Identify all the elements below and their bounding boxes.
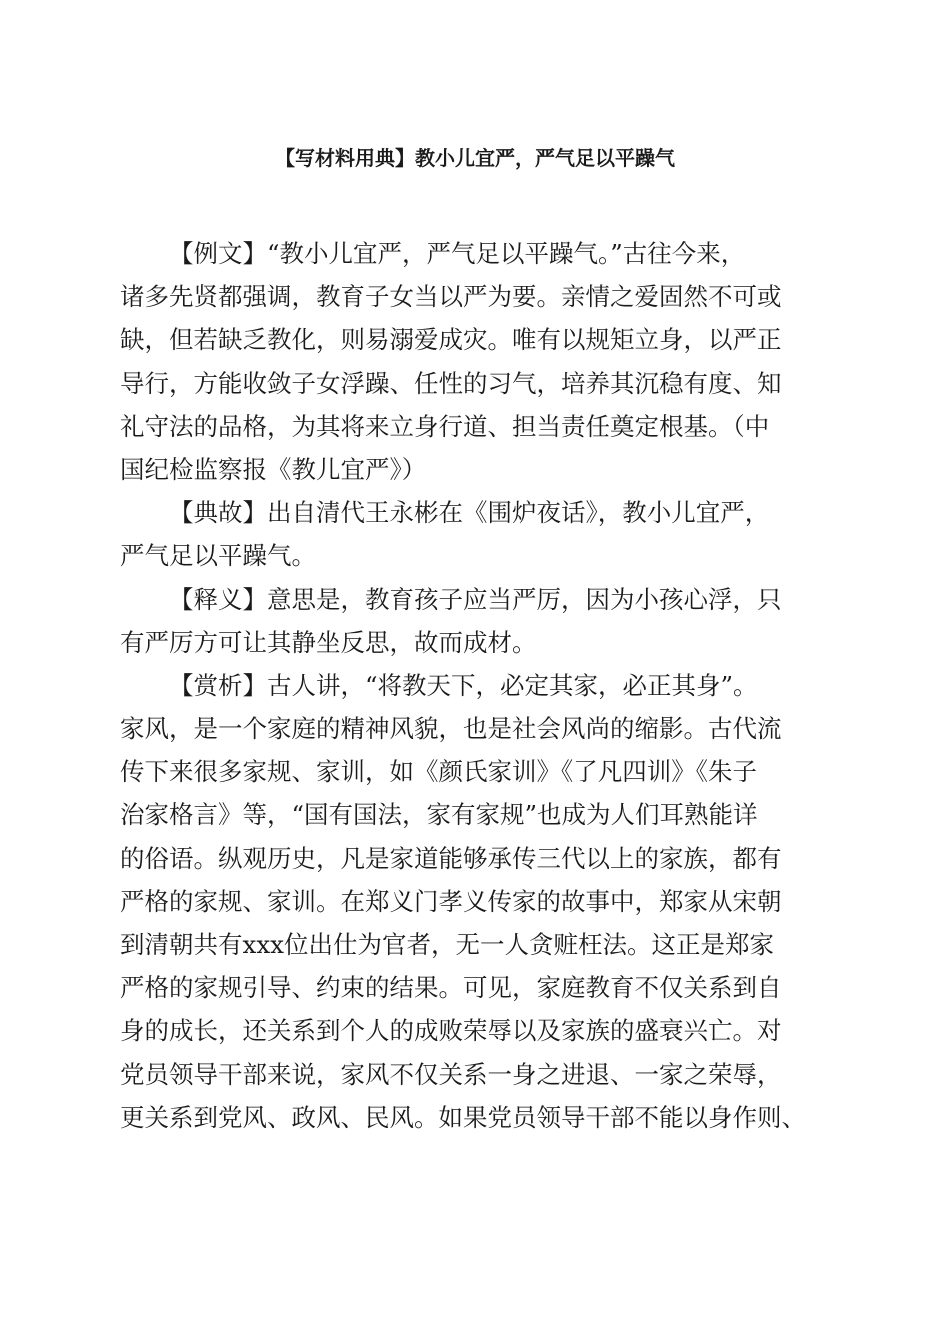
text-line: 有严厉方可让其静坐反思，故而成材。 [120,627,537,657]
text-line: 国纪检监察报《教儿宜严》） [120,454,427,484]
text-line: 严格的家规引导、约束的结果。可见，家庭教育不仅关系到自 [120,973,782,1003]
text-line: 治家格言》等，“国有国法，家有家规”也成为人们耳熟能详 [120,800,758,830]
text-line: 传下来很多家规、家训，如《颜氏家训》《了凡四训》《朱子 [120,757,757,787]
text-line: 导行，方能收敛子女浮躁、任性的习气，培养其沉稳有度、知 [120,368,782,398]
paragraph-meaning [120,578,832,664]
text-line: 更关系到党风、政风、民风。如果党员领导干部不能以身作则、 [120,1102,806,1132]
text-line: 家风，是一个家庭的精神风貌，也是社会风尚的缩影。古代流 [120,714,782,744]
text-line: 严格的家规、家训。在郑义门孝义传家的故事中，郑家从宋朝 [120,886,782,916]
document-title: 【写材料用典】教小儿宜严，严气足以平躁气 [275,146,675,170]
text-line: 【典故】出自清代王永彬在《围炉夜话》，教小儿宜严， [169,498,770,528]
paragraph-allusion [120,491,832,577]
text-line: 诸多先贤都强调，教育子女当以严为要。亲情之爱固然不可或 [120,282,782,312]
text-line: 严气足以平躁气。 [120,541,316,571]
text-line: 党员领导干部来说，家风不仅关系一身之进退、一家之荣辱， [120,1059,782,1089]
document-body [120,232,832,1139]
text-line: 【释义】意思是，教育孩子应当严厉，因为小孩心浮，只 [169,584,782,614]
text-line: 礼守法的品格，为其将来立身行道、担当责任奠定根基。（中 [120,411,770,441]
text-line: 【例文】“教小儿宜严，严气足以平躁气。”古往今来， [169,239,746,268]
text-line: 到清朝共有xxx位出仕为官者，无一人贪赃枉法。这正是郑家 [120,930,774,959]
text-line: 缺，但若缺乏教化，则易溺爱成灾。唯有以规矩立身，以严正 [120,325,782,355]
text-line: 【赏析】古人讲，“将教天下，必定其家，必正其身”。 [169,670,758,700]
paragraph-example [120,232,832,491]
text-line: 的俗语。纵观历史，凡是家道能够承传三代以上的家族，都有 [120,843,782,873]
text-line: 身的成长，还关系到个人的成败荣辱以及家族的盛衰兴亡。对 [120,1016,782,1046]
paragraph-appreciation [120,664,832,1139]
